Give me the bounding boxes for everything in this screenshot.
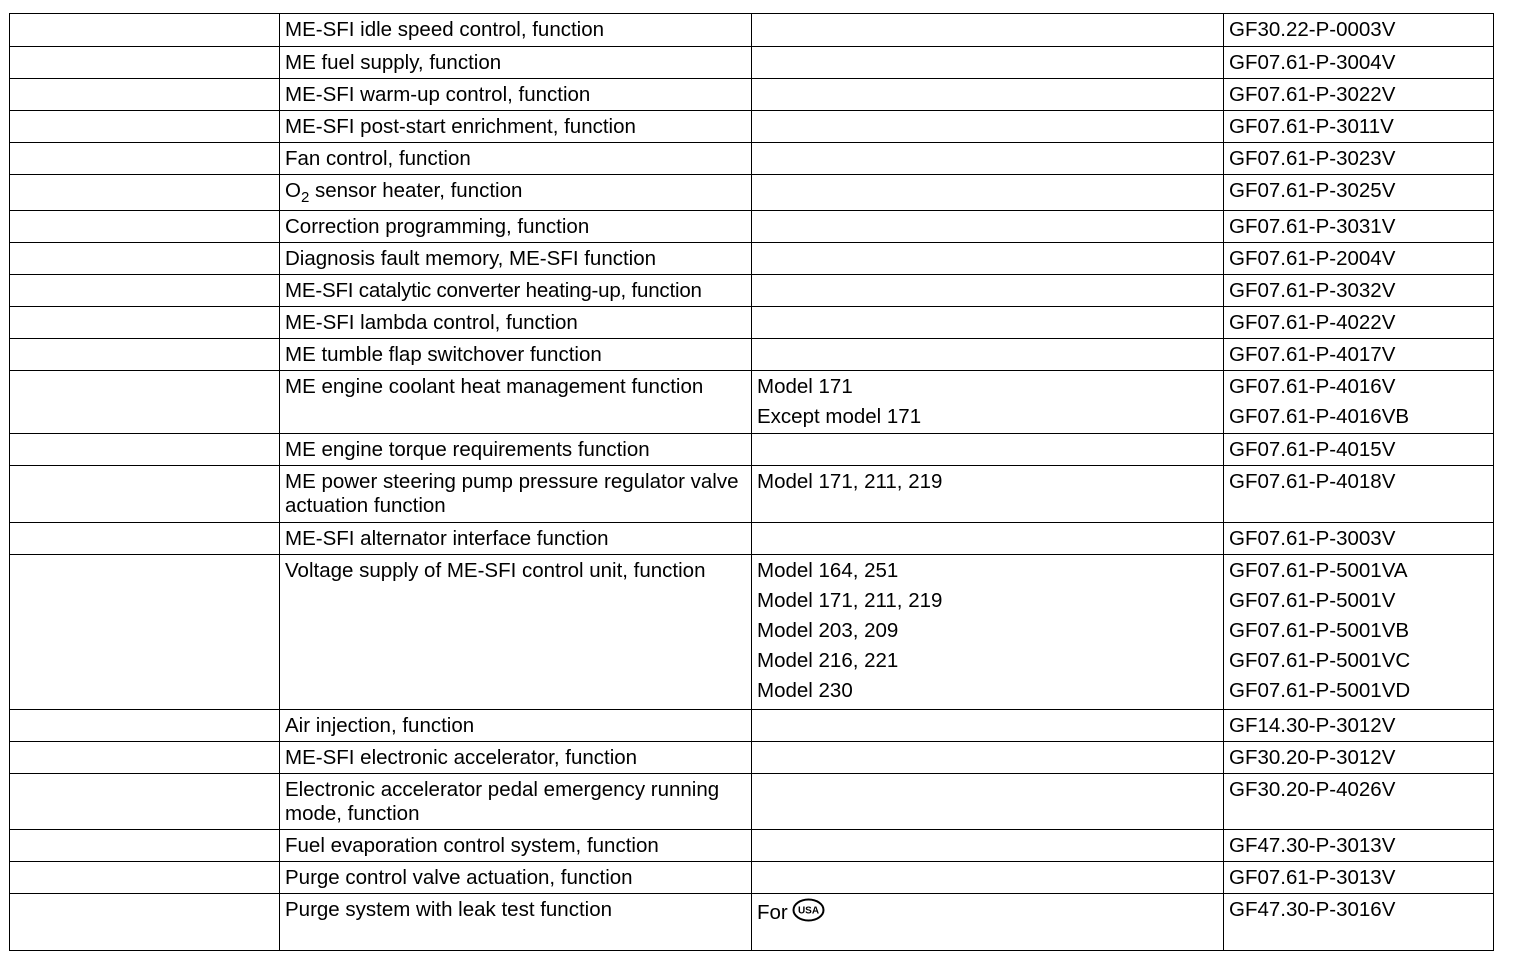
function-cell: ME-SFI electronic accelerator, function [280,742,752,774]
reference-cell: GF07.61-P-3023V [1224,143,1494,175]
reference-cell: GF07.61-P-3031V [1224,211,1494,243]
function-cell: ME-SFI catalytic converter heating-up, function [280,275,752,307]
reference-cell: GF07.61-P-3025V [1224,175,1494,211]
table-row [10,143,1494,175]
table-row [10,830,1494,862]
blank-cell [10,79,280,111]
blank-cell [10,339,280,371]
reference-cell: GF07.61-P-4015V [1224,434,1494,466]
function-cell: ME-SFI post-start enrichment, function [280,111,752,143]
reference-cell: GF07.61-P-3013V [1224,862,1494,894]
blank-cell [10,47,280,79]
function-cell: ME engine coolant heat management function [280,371,752,434]
model-cell [752,830,1224,862]
model-cell [752,862,1224,894]
reference-cell: GF07.61-P-3011V [1224,111,1494,143]
function-cell: Correction programming, function [280,211,752,243]
blank-cell [10,243,280,275]
model-cell [752,47,1224,79]
table-row [10,710,1494,742]
table-row [10,894,1494,951]
table-row [10,774,1494,830]
reference-cell: GF47.30-P-3016V [1224,894,1494,951]
reference-cell: GF30.22-P-0003V [1224,14,1494,47]
reference-cell: GF30.20-P-4026V [1224,774,1494,830]
model-cell [752,211,1224,243]
reference-cell: GF07.61-P-3022V [1224,79,1494,111]
model-cell [752,79,1224,111]
model-cell [752,774,1224,830]
blank-cell [10,275,280,307]
blank-cell [10,523,280,555]
o2-subscript: 2 [300,189,310,207]
table-body [10,14,1494,951]
blank-cell [10,111,280,143]
table-row [10,555,1494,710]
function-cell: Electronic accelerator pedal emergency running mode, function [280,774,752,830]
blank-cell [10,307,280,339]
reference-cell: GF07.61-P-4018V [1224,466,1494,523]
reference-cell: GF07.61-P-3004V [1224,47,1494,79]
function-cell: Fuel evaporation control system, function [280,830,752,862]
model-cell [752,434,1224,466]
function-cell: Air injection, function [280,710,752,742]
blank-cell [10,555,280,710]
model-cell [752,523,1224,555]
blank-cell [10,14,280,47]
function-cell: Diagnosis fault memory, ME-SFI function [280,243,752,275]
function-cell: ME power steering pump pressure regulator valve actuation function [280,466,752,523]
table-row [10,211,1494,243]
model-cell: Model 164, 251 Model 171, 211, 219 Model 203, 209 Model 216, 221 Model 230 [752,555,1224,710]
function-text: sensor heater, function [309,179,523,202]
usa-badge-icon [792,898,825,928]
table-row [10,243,1494,275]
function-cell: ME-SFI warm-up control, function [280,79,752,111]
reference-cell: GF07.61-P-4016V GF07.61-P-4016VB [1224,371,1494,434]
reference-cell: GF30.20-P-3012V [1224,742,1494,774]
model-cell [752,111,1224,143]
table-row [10,523,1494,555]
blank-cell [10,774,280,830]
function-reference-table [9,13,1494,951]
reference-cell: GF47.30-P-3013V [1224,830,1494,862]
blank-cell [10,466,280,523]
model-cell [752,339,1224,371]
model-cell: Model 171 Except model 171 [752,371,1224,434]
o2-symbol: O [285,179,301,202]
blank-cell [10,434,280,466]
table-row [10,175,1494,211]
reference-cell: GF07.61-P-5001VA GF07.61-P-5001V GF07.61-P-5001VB GF07.61-P-5001VC GF07.61-P-5001VD [1224,555,1494,710]
table-row [10,14,1494,47]
function-cell: ME-SFI lambda control, function [280,307,752,339]
blank-cell [10,175,280,211]
model-cell [752,894,1224,951]
table-row [10,307,1494,339]
table-row [10,862,1494,894]
blank-cell [10,710,280,742]
function-cell: ME-SFI alternator interface function [280,523,752,555]
function-cell: Voltage supply of ME-SFI control unit, function [280,555,752,710]
table-row [10,339,1494,371]
blank-cell [10,862,280,894]
table-row [10,79,1494,111]
model-cell: Model 171, 211, 219 [752,466,1224,523]
reference-cell: GF14.30-P-3012V [1224,710,1494,742]
model-cell [752,175,1224,211]
reference-cell: GF07.61-P-2004V [1224,243,1494,275]
model-cell [752,742,1224,774]
function-cell: ME fuel supply, function [280,47,752,79]
function-cell: ME engine torque requirements function [280,434,752,466]
reference-cell: GF07.61-P-4017V [1224,339,1494,371]
blank-cell [10,143,280,175]
blank-cell [10,211,280,243]
function-cell: ME tumble flap switchover function [280,339,752,371]
model-cell [752,243,1224,275]
blank-cell [10,830,280,862]
reference-cell: GF07.61-P-3032V [1224,275,1494,307]
model-cell [752,275,1224,307]
table-row [10,47,1494,79]
table-row [10,742,1494,774]
usa-badge-text: USA [797,905,819,917]
function-cell: Fan control, function [280,143,752,175]
blank-cell [10,742,280,774]
model-cell [752,710,1224,742]
table-row [10,371,1494,434]
model-cell [752,143,1224,175]
reference-cell: GF07.61-P-4022V [1224,307,1494,339]
model-cell [752,307,1224,339]
table-row [10,466,1494,523]
table-row [10,275,1494,307]
reference-cell: GF07.61-P-3003V [1224,523,1494,555]
for-label: For [757,901,788,924]
function-cell: Purge control valve actuation, function [280,862,752,894]
blank-cell [10,371,280,434]
model-cell [752,14,1224,47]
blank-cell [10,894,280,951]
function-cell: Purge system with leak test function [280,894,752,951]
function-cell [280,175,752,211]
table-row [10,111,1494,143]
function-cell: ME-SFI idle speed control, function [280,14,752,47]
table-row [10,434,1494,466]
